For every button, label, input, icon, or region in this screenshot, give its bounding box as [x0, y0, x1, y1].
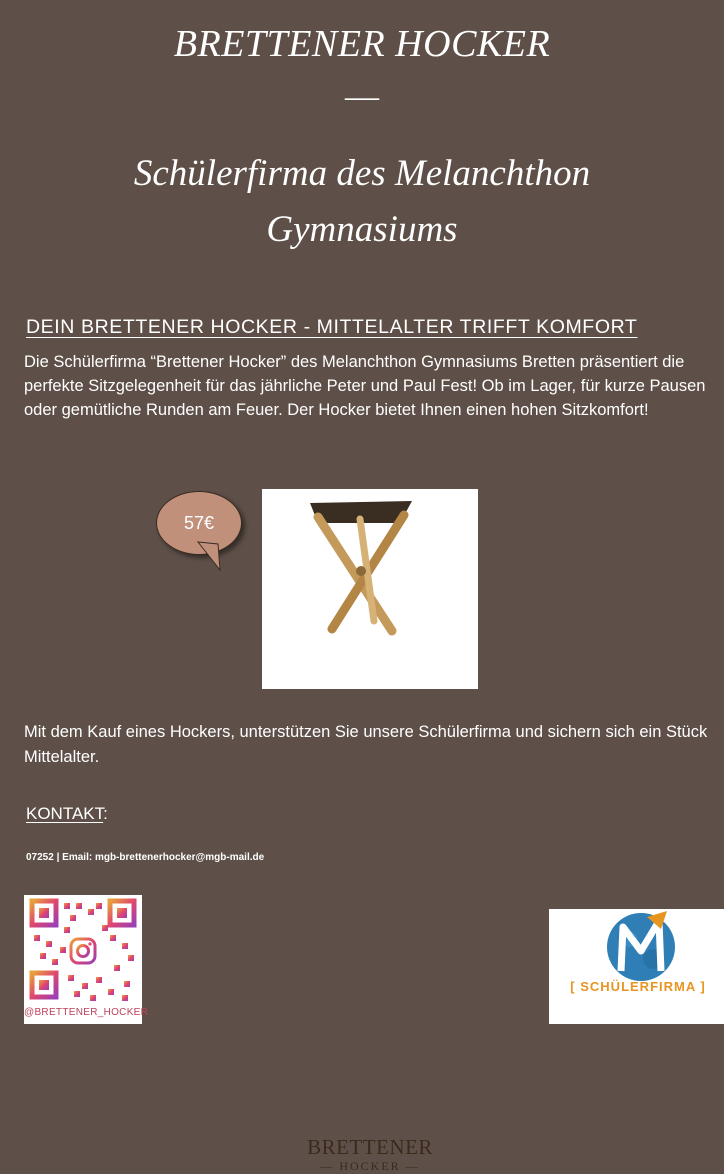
contact-heading: [26, 804, 108, 824]
product-brand-sub: — HOCKER —: [320, 1159, 420, 1173]
stool-image: [262, 489, 478, 689]
contact-details[interactable]: 07252 | Email: mgb-brettenerhocker@mgb-mail.de: [26, 852, 265, 863]
logo-mark: [549, 909, 724, 1024]
schuelerfirma-logo: [549, 909, 724, 1024]
qr-code[interactable]: [24, 895, 149, 1024]
logo-label: [ SCHÜLERFIRMA ]: [570, 979, 706, 994]
instagram-handle: @BRETTENER_HOCKER: [24, 1007, 149, 1018]
contact-heading-text: KONTAKT: [26, 804, 104, 823]
speech-bubble-icon: [194, 540, 234, 572]
intro-paragraph: Die Schülerfirma “Brettener Hocker” des Melanchthon Gymnasiums Bretten präsentiert die perfekte Sitzgelegenheit für das jährliche Peter und Paul Fest! Ob im Lager, für kurze Pausen oder gemütliche Runden am Feuer. Der Hocker bietet Ihnen einen hohen Sitzkomfort!: [24, 353, 706, 419]
product-brand: BRETTENER: [307, 1135, 433, 1159]
contact-heading-colon: :: [103, 804, 108, 823]
product-image: [262, 489, 478, 1173]
outro-paragraph: Mit dem Kauf eines Hockers, unterstützen Sie unsere Schülerfirma und sichern sich ein Stück Mittelalter.: [24, 723, 708, 766]
qr-pattern: [24, 895, 142, 1007]
title-divider: —: [345, 78, 379, 115]
section-headline: DEIN BRETTENER HOCKER - MITTELALTER TRIFFT KOMFORT: [26, 316, 638, 338]
price-label: 57€: [183, 512, 215, 533]
page-subtitle: Schülerfirma des Melanchthon Gymnasiums: [133, 153, 591, 250]
page-title: BRETTENER HOCKER: [173, 23, 551, 65]
